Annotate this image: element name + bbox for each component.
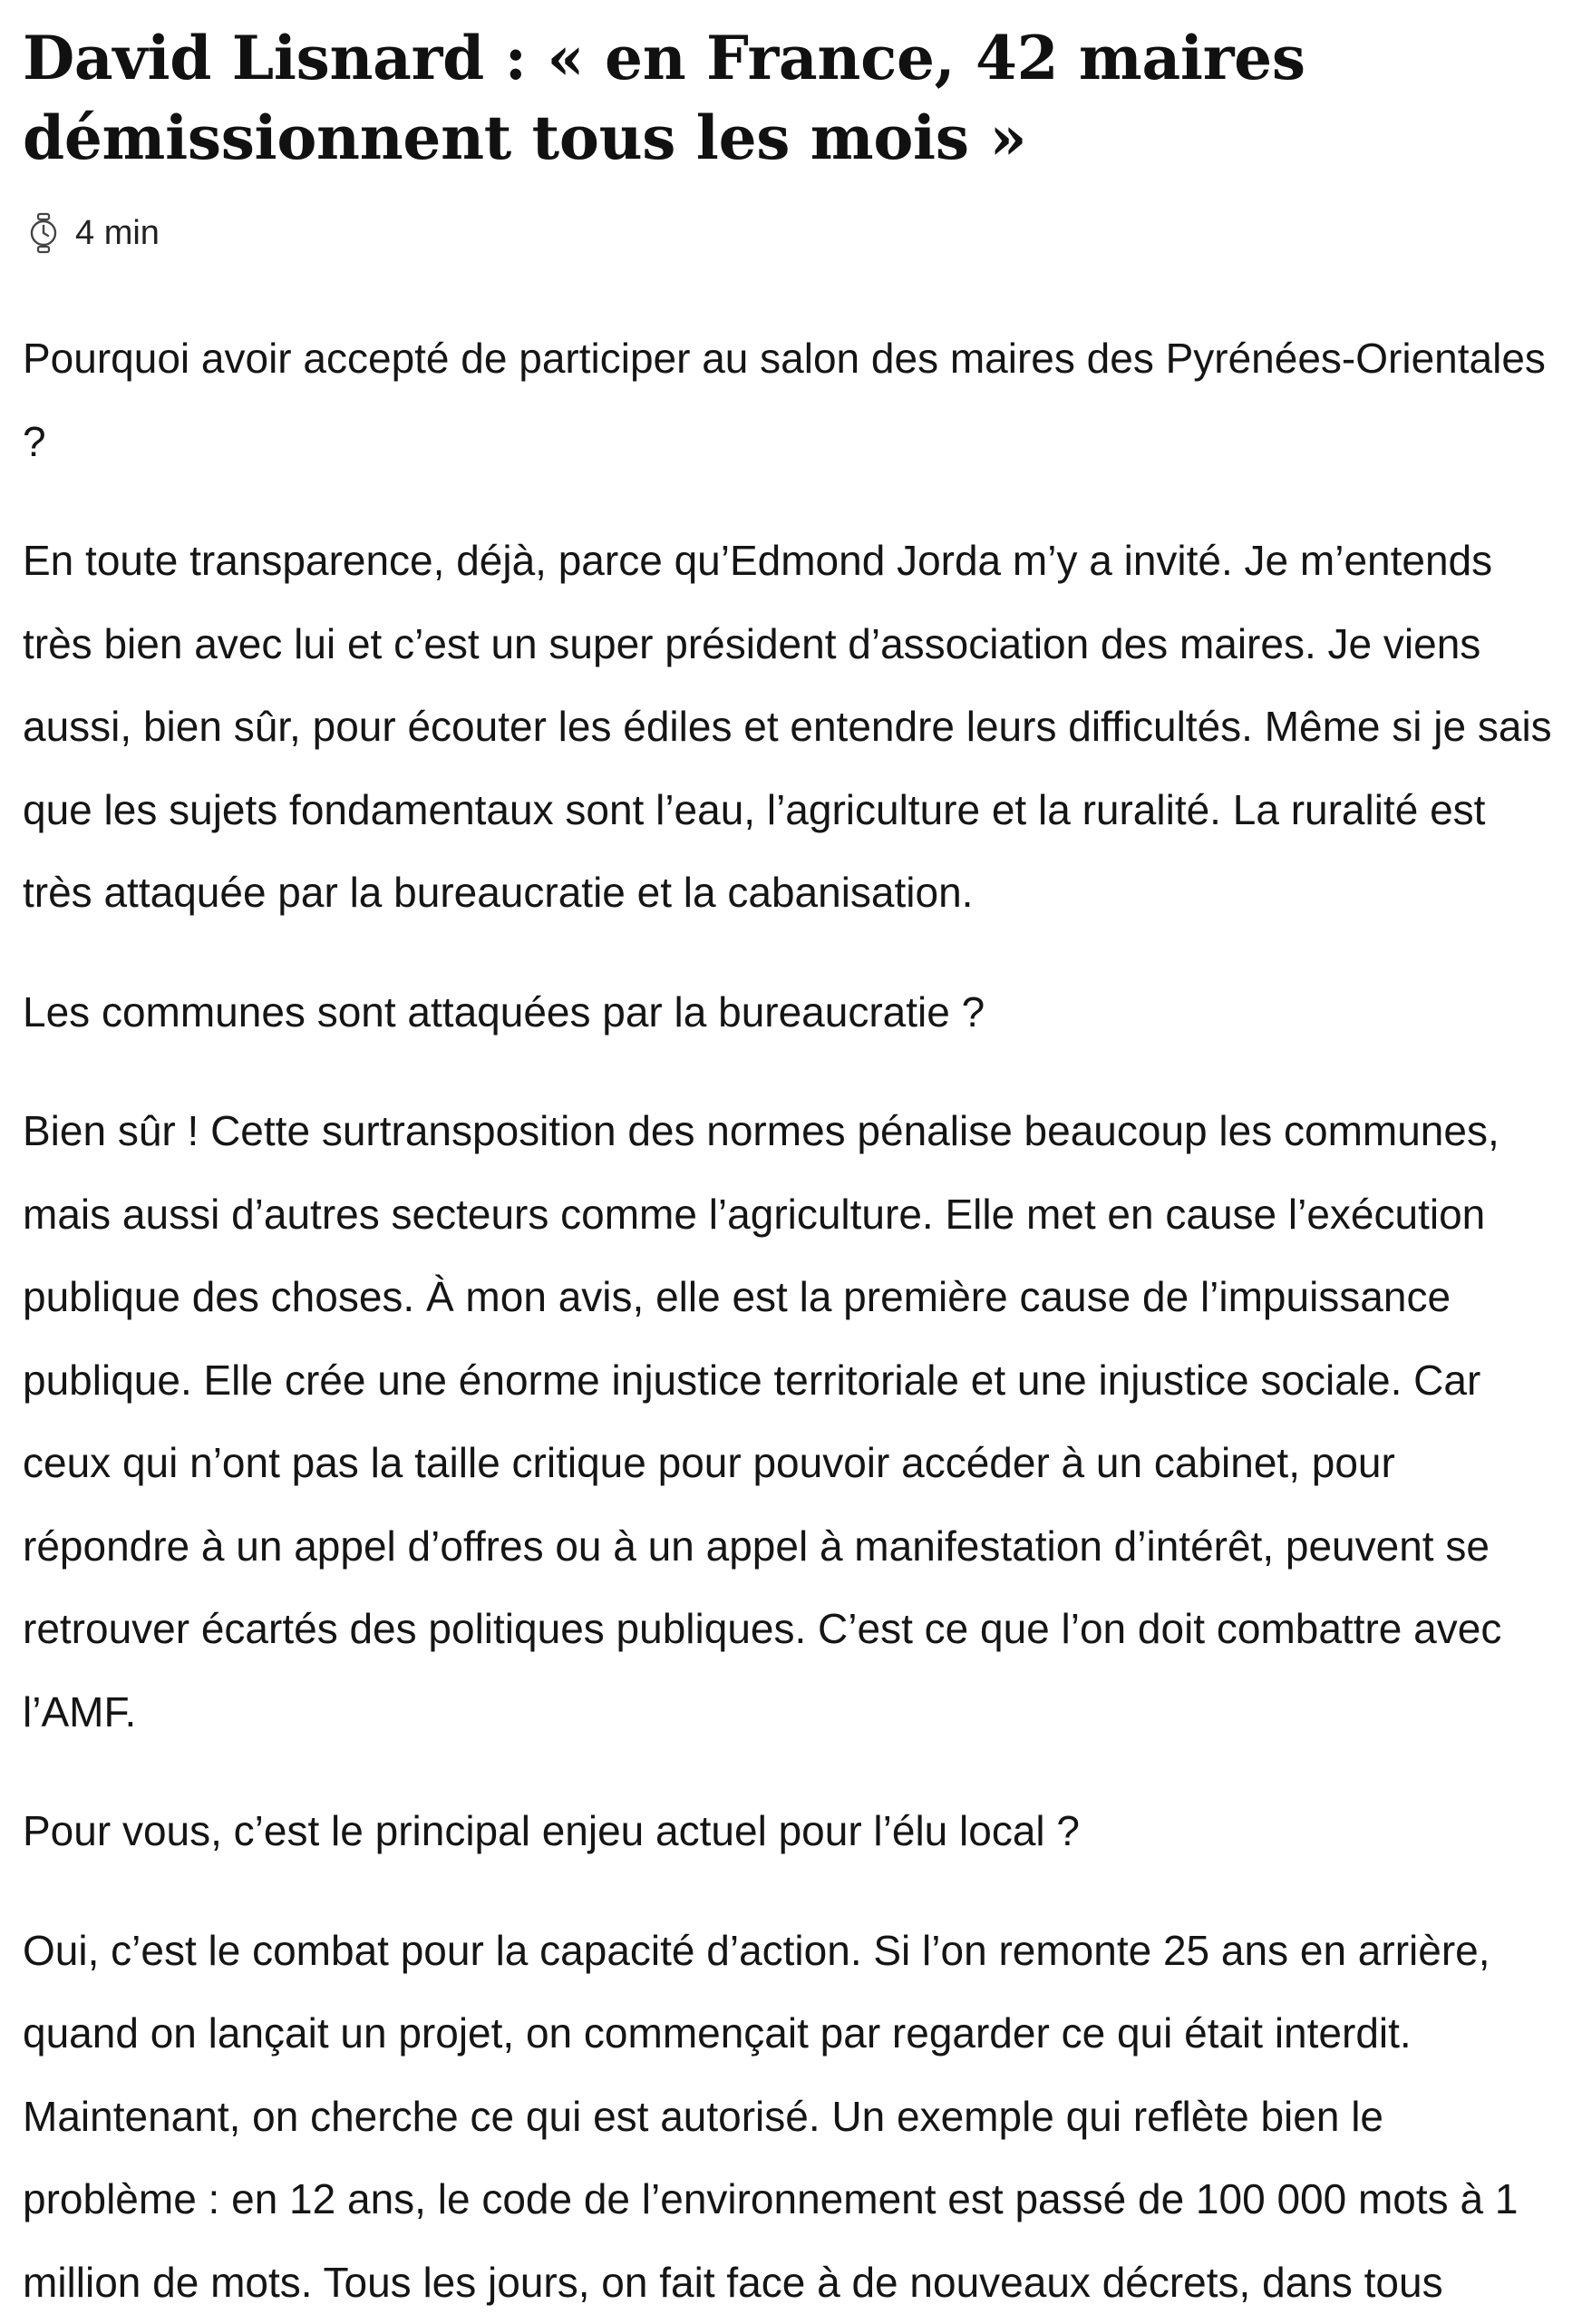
interview-question: Les communes sont attaquées par la bureaucratie ? [23,971,1555,1055]
interview-question: Pourquoi avoir accepté de participer au salon des maires des Pyrénées-Orientales ? [23,317,1555,483]
interview-answer: En toute transparence, déjà, parce qu’Edmond Jorda m’y a invité. Je m’entends très bien avec lui et c’est un super président d’association des maires. Je viens aussi, bien sûr, pour écouter les édiles et entendre leurs difficultés. Même si je sais que les sujets fondamentaux sont l’eau, l’agriculture et la ruralité. La ruralité est très attaquée par la bureaucratie et la cabanisation. [23,520,1555,935]
stopwatch-icon [30,212,57,254]
interview-answer: Oui, c’est le combat pour la capacité d’action. Si l’on remonte 25 ans en arrière, quand on lançait un projet, on commençait par regarder ce qui était interdit. Maintenant, on cherche ce qui est autorisé. Un exemple qui reflète bien le problème : en 12 ans, le code de l’environnement est passé de 100 000 mots à 1 million de mots. Tous les jours, on fait face à de nouveaux décrets, dans tous [23,1910,1555,2324]
article-title: David Lisnard : « en France, 42 maires démissionnent tous les mois » [23,18,1555,178]
interview-question: Pour vous, c’est le principal enjeu actuel pour l’élu local ? [23,1790,1555,1873]
read-time-label: 4 min [75,214,160,253]
interview-answer: Bien sûr ! Cette surtransposition des normes pénalise beaucoup les communes, mais aussi d’autres secteurs comme l’agriculture. Elle met en cause l’exécution publique des choses. À mon avis, elle est la première cause de l’impuissance publique. Elle crée une énorme injustice territoriale et une injustice sociale. Car ceux qui n’ont pas la taille critique pour pouvoir accéder à un cabinet, pour répondre à un appel d’offres ou à un appel à manifestation d’intérêt, peuvent se retrouver écartés des politiques publiques. C’est ce que l’on doit combattre avec l’AMF. [23,1090,1555,1754]
reading-time [30,210,1555,256]
